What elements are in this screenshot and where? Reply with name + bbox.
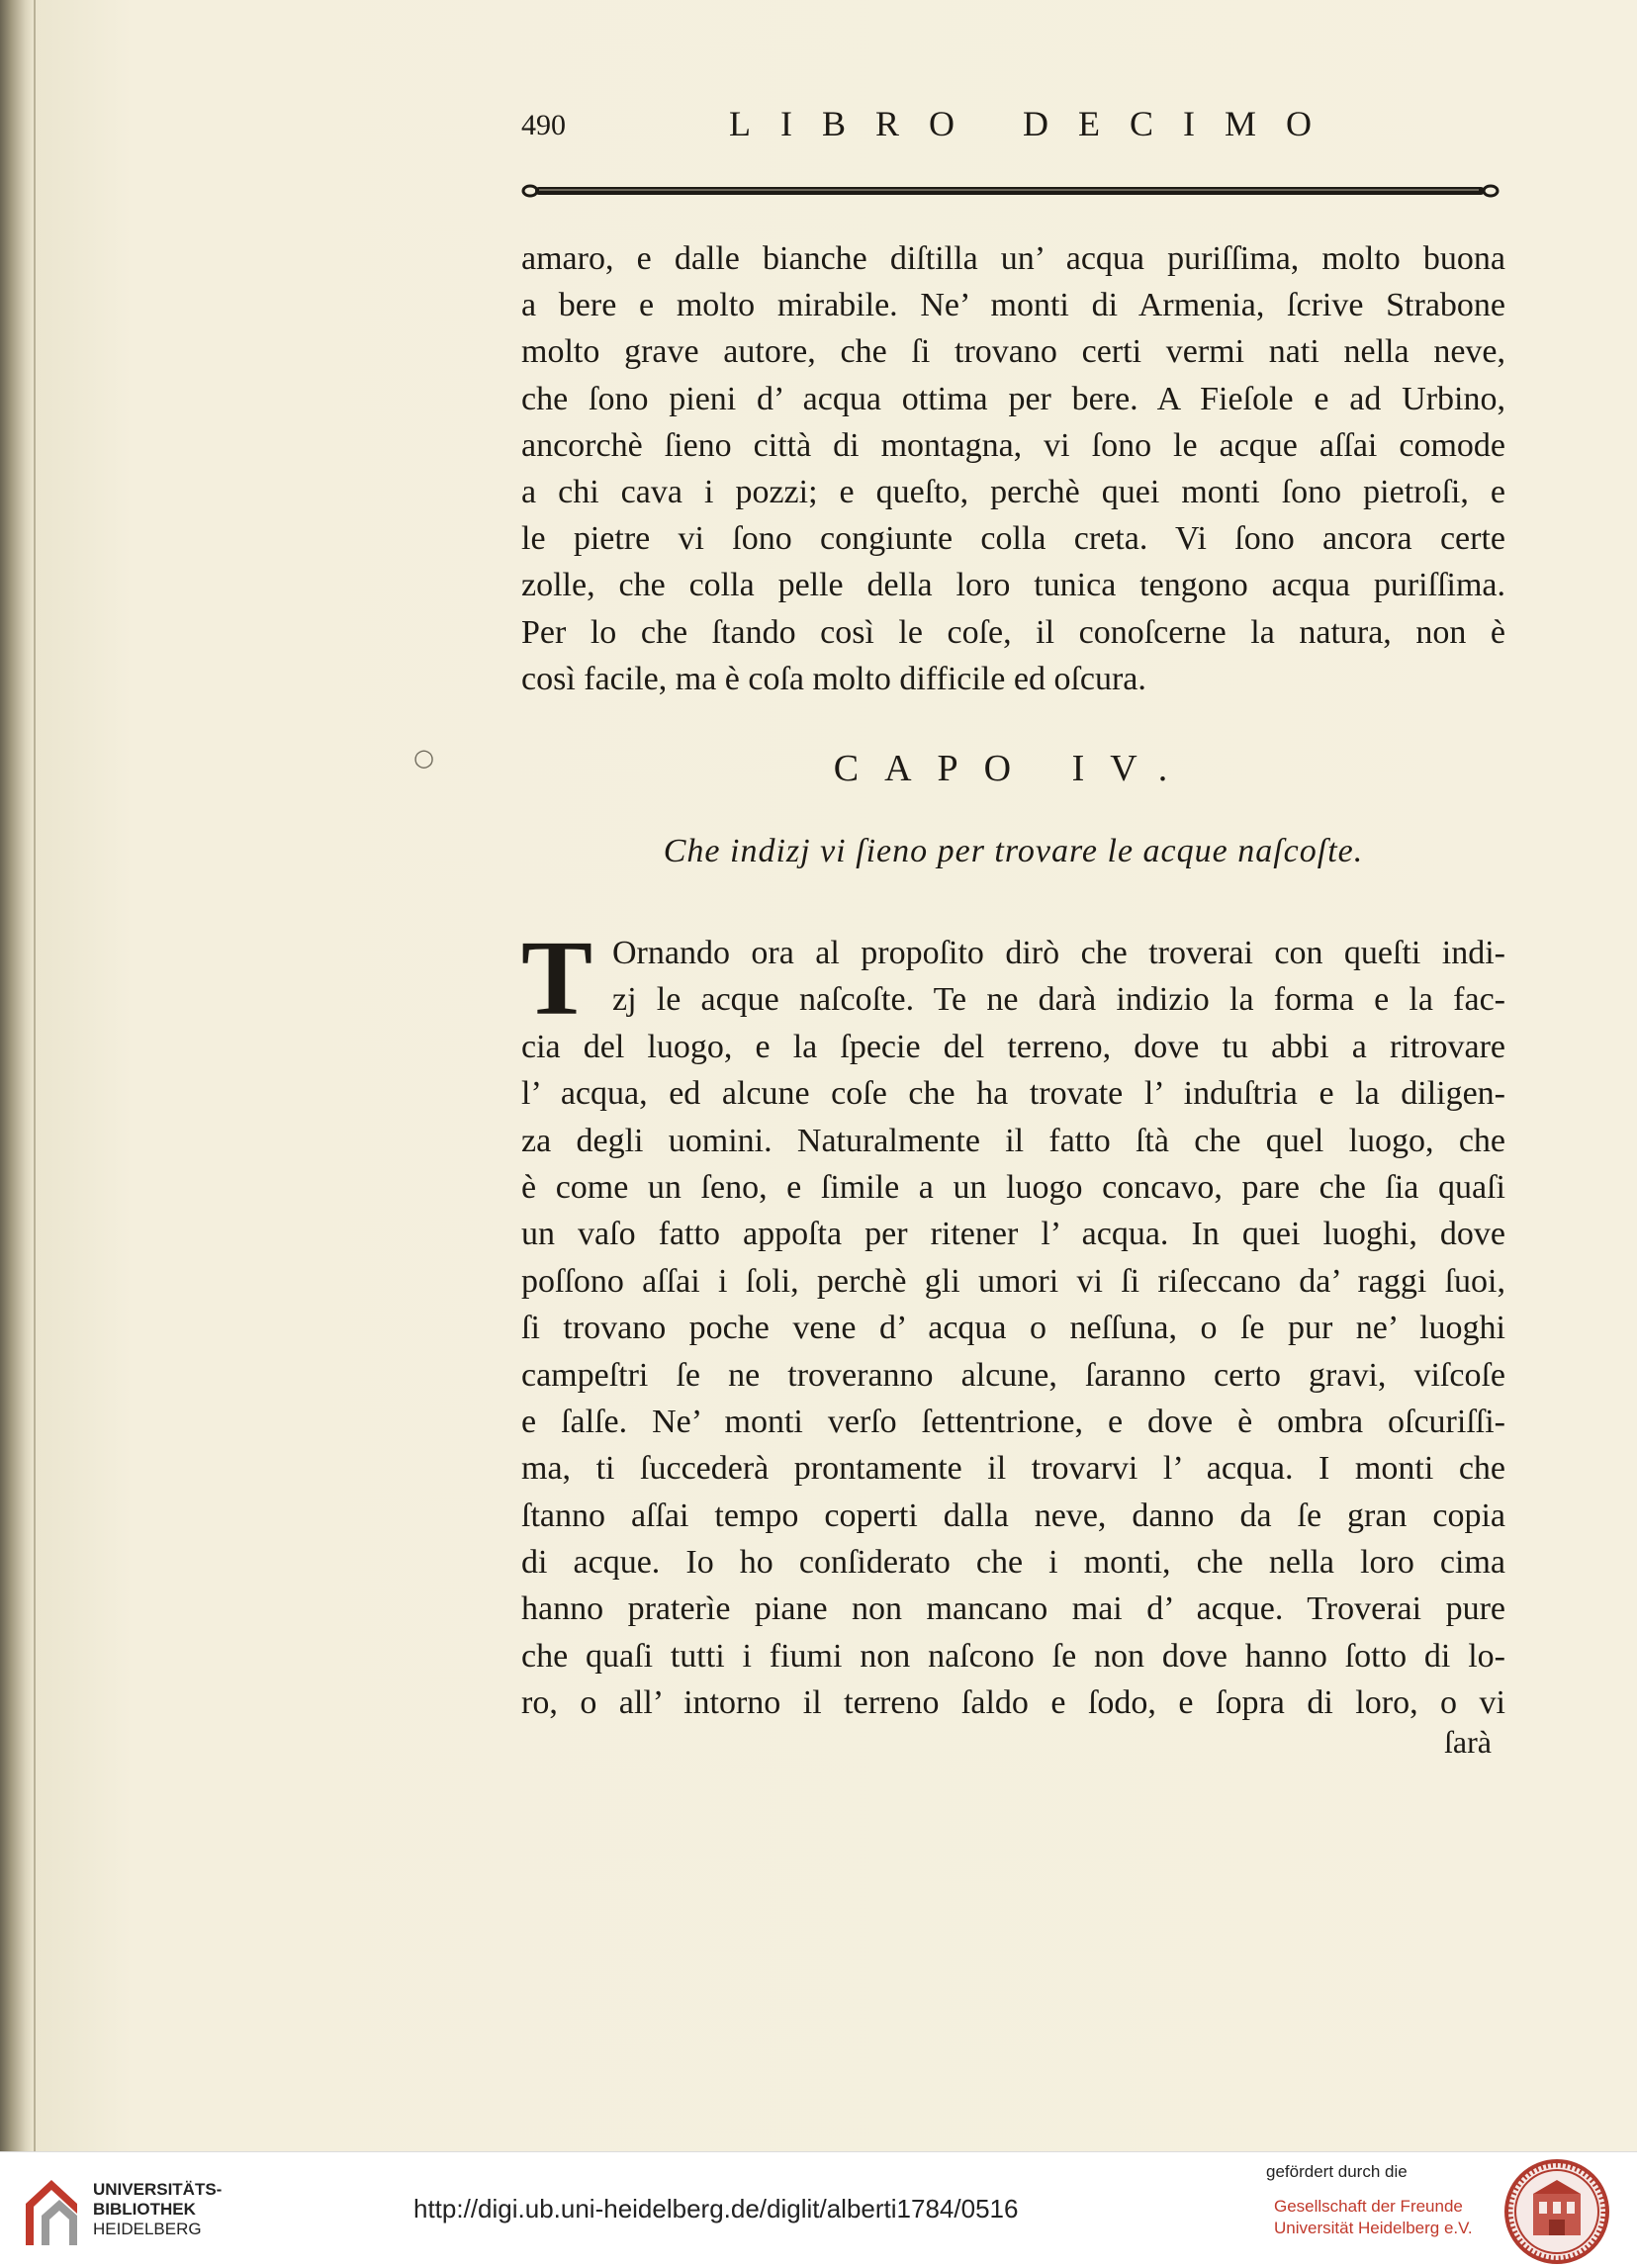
text-line: cia del luogo, e la ſpecie del terreno, dove tu abbi a ritrovare (521, 1028, 1505, 1065)
text-line: ſtanno aſſai tempo coperti dalla neve, danno da ſe gran copia (521, 1497, 1505, 1534)
library-name (93, 2180, 222, 2239)
text-line: zolle, che colla pelle della loro tunica tengono acqua puriſſima. (521, 567, 1505, 604)
text-line: ma, ti ſuccederà prontamente il trovarvi l’ acqua. I monti che (521, 1450, 1505, 1488)
paragraph-continued (521, 235, 1505, 702)
sponsor-name-line: Gesellschaft der Freunde (1274, 2197, 1463, 2216)
running-title: LIBRO DECIMO (729, 104, 1341, 143)
text-line: Per lo che ſtando così le coſe, il conoſcerne la natura, non è (521, 613, 1505, 651)
digitization-footer (0, 2151, 1637, 2268)
paragraph-chapter-body (521, 920, 1505, 1727)
chapter-subtitle: Che indizj vi ſieno per trovare le acque naſcoſte. (663, 833, 1364, 869)
library-name-line: HEIDELBERG (93, 2220, 202, 2238)
text-line: hanno praterìe piane non mancano mai d’ acque. Troverai pure (521, 1590, 1505, 1628)
text-line: molto grave autore, che ſi trovano certi vermi nati nella neve, (521, 333, 1505, 371)
text-line: che quaſi tutti i fiumi non naſcono ſe non dove hanno ſotto di lo- (521, 1637, 1505, 1675)
text-line: campeſtri ſe ne troveranno alcune, ſaranno certo gravi, viſcoſe (521, 1356, 1505, 1394)
text-line: l’ acqua, ed alcune coſe che ha trovate l’ induſtria e la diligen- (521, 1075, 1505, 1113)
text-line: a bere e molto mirabile. Ne’ monti di Armenia, ſcrive Strabone (521, 287, 1505, 324)
chapter-heading: CAPO IV. (833, 748, 1194, 789)
sponsor-label: gefördert durch die (1266, 2162, 1408, 2181)
text-line: za degli uomini. Naturalmente il fatto ſtà che quel luogo, che (521, 1122, 1505, 1159)
margin-circle-icon: ○ (413, 744, 434, 771)
sponsor-name-line: Universität Heidelberg e.V. (1274, 2219, 1473, 2237)
permalink-url[interactable]: http://digi.ub.uni-heidelberg.de/diglit/alberti1784/0516 (413, 2194, 1019, 2223)
sponsor-name (1274, 2196, 1473, 2239)
text-line: un vaſo fatto appoſta per ritener l’ acqua. In quei luoghi, dove (521, 1216, 1505, 1253)
text-line: ancorchè ſieno città di montagna, vi ſono le acque aſſai comode (521, 426, 1505, 464)
text-line: di acque. Io ho conſiderato che i monti, che nella loro cima (521, 1544, 1505, 1582)
society-seal-icon (1503, 2158, 1610, 2265)
text-line: che ſono pieni d’ acqua ottima per bere. A Fieſole e ad Urbino, (521, 380, 1505, 417)
text-line: amaro, e dalle bianche diſtilla un’ acqua puriſſima, molto buona (521, 240, 1505, 277)
text-line: zj le acque naſcoſte. Te ne darà indizio la forma e la fac- (612, 981, 1505, 1019)
library-name-line: BIBLIOTHEK (93, 2200, 196, 2219)
library-name-line: UNIVERSITÄTS- (93, 2180, 223, 2199)
university-library-logo-icon[interactable] (20, 2174, 83, 2251)
running-head (521, 103, 1510, 152)
page-number: 490 (521, 109, 566, 141)
ornamental-rule-icon (521, 184, 1501, 198)
text-line: ſi trovano poche vene d’ acqua o neſſuna, o ſe pur ne’ luoghi (521, 1310, 1505, 1347)
text-line: ro, o all’ intorno il terreno ſaldo e ſodo, e ſopra di loro, o vi (521, 1684, 1505, 1722)
text-line: e ſalſe. Ne’ monti verſo ſettentrione, e dove è ombra oſcuriſſi- (521, 1403, 1505, 1440)
drop-cap: T (521, 920, 593, 1038)
text-line: poſſono aſſai i ſoli, perchè gli umori vi ſi riſeccano da’ raggi ſuoi, (521, 1262, 1505, 1300)
text-line: Ornando ora al propoſito dirò che troverai con queſti indi- (612, 935, 1505, 971)
catchword: ſarà (1444, 1724, 1492, 1760)
text-line: è come un ſeno, e ſimile a un luogo concavo, pare che ſia quaſi (521, 1168, 1505, 1206)
text-line: a chi cava i pozzi; e queſto, perchè quei monti ſono pietroſi, e (521, 473, 1505, 510)
text-line: le pietre vi ſono congiunte colla creta. Vi ſono ancora certe (521, 520, 1505, 558)
book-binding-shadow (0, 0, 34, 2151)
text-line: così facile, ma è coſa molto difficile ed oſcura. (521, 660, 1146, 697)
header-rule (521, 184, 1501, 198)
